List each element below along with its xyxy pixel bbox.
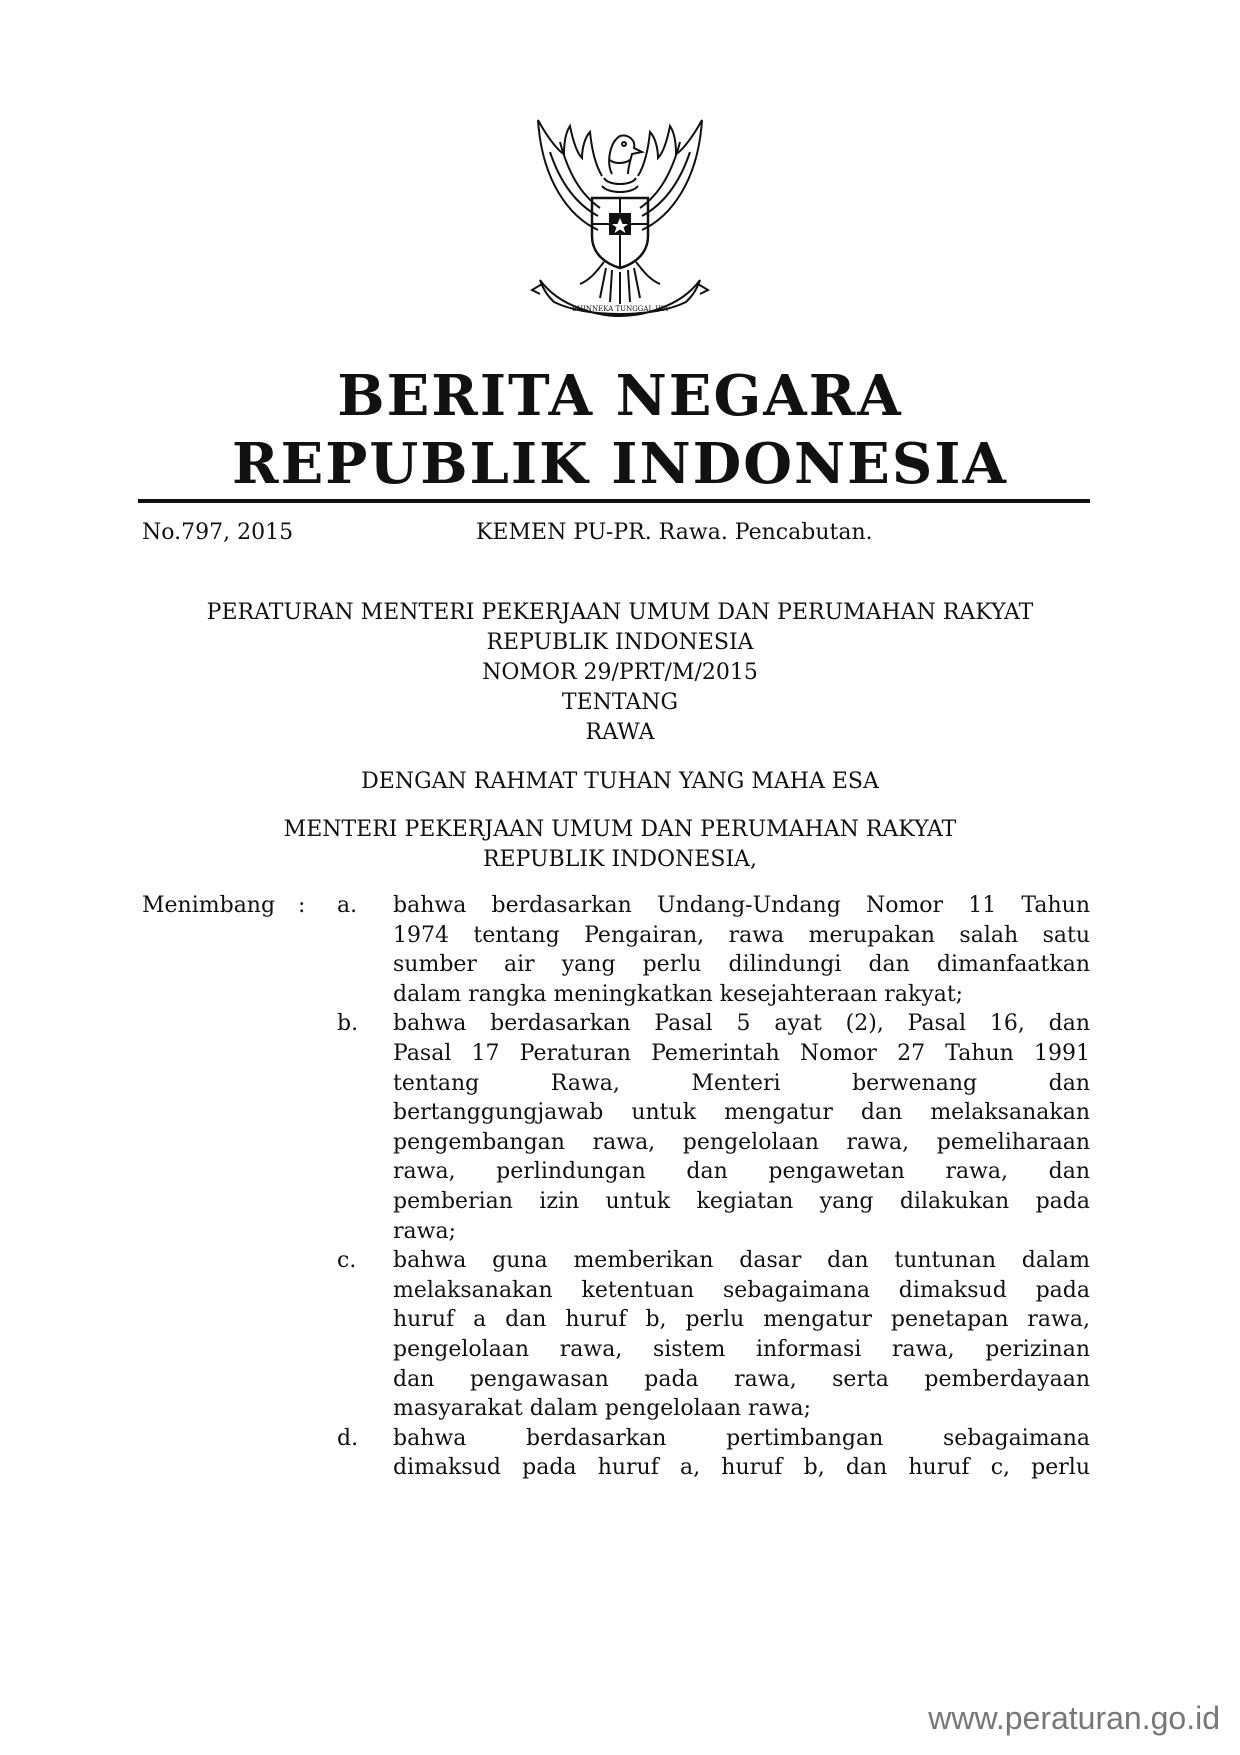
authority-line: REPUBLIK INDONESIA,: [482, 847, 758, 872]
emblem-motto: BHINNEKA TUNGGAL IKA: [571, 305, 669, 313]
item-line: bahwa berdasarkan Pasal 5 ayat (2), Pasal 16, dan: [393, 1011, 1090, 1037]
regulation-title-line: PERATURAN MENTERI PEKERJAAN UMUM DAN PERUMAHAN RAKYAT: [206, 600, 1034, 625]
considering-label: Menimbang: [142, 893, 276, 918]
considering-item-a: [142, 891, 1090, 1009]
considering-colon: :: [298, 893, 306, 918]
item-line: bahwa berdasarkan pertimbangan sebagaimana: [393, 1425, 1090, 1451]
regulation-subject: RAWA: [585, 720, 655, 745]
item-line: masyarakat dalam pengelolaan rawa;: [393, 1396, 812, 1422]
item-letter: d.: [337, 1425, 359, 1451]
masthead-divider: [138, 499, 1090, 503]
considering-item-b: [142, 1009, 1090, 1246]
item-line: dan pengawasan pada rawa, serta pemberdayaan: [393, 1366, 1090, 1392]
item-line: rawa, perlindungan dan pengawetan rawa, dan: [393, 1159, 1090, 1185]
item-line: tentang Rawa, Menteri berwenang dan: [393, 1070, 1090, 1096]
item-line: huruf a dan huruf b, perlu mengatur penetapan rawa,: [393, 1307, 1090, 1333]
considering-section: [142, 891, 1090, 1483]
item-line: bahwa berdasarkan Undang-Undang Nomor 11 Tahun: [393, 893, 1090, 918]
item-line: Pasal 17 Peraturan Pemerintah Nomor 27 Tahun 1991: [393, 1040, 1090, 1066]
item-line: bahwa guna memberikan dasar dan tuntunan dalam: [393, 1248, 1090, 1274]
considering-item-c: [142, 1246, 1090, 1424]
item-letter: b.: [337, 1011, 359, 1037]
source-url: www.peraturan.go.id: [928, 1700, 1220, 1736]
item-line: rawa;: [393, 1218, 456, 1244]
garuda-emblem-icon: [520, 112, 720, 322]
item-letter: c.: [337, 1248, 357, 1274]
masthead-line-2: REPUBLIK INDONESIA: [232, 431, 1008, 497]
regulation-title-line: REPUBLIK INDONESIA: [486, 630, 754, 655]
item-line: pengembangan rawa, pengelolaan rawa, pemeliharaan: [393, 1129, 1090, 1155]
item-line: dimaksud pada huruf a, huruf b, dan huruf c, perlu: [393, 1455, 1090, 1481]
item-line: bertanggungjawab untuk mengatur dan melaksanakan: [393, 1100, 1090, 1126]
regulation-about-label: TENTANG: [561, 690, 679, 715]
item-line: 1974 tentang Pengairan, rawa merupakan salah satu: [393, 922, 1090, 948]
gazette-topic: KEMEN PU-PR. Rawa. Pencabutan.: [476, 520, 873, 545]
item-line: pengelolaan rawa, sistem informasi rawa, perizinan: [393, 1336, 1090, 1362]
item-line: melaksanakan ketentuan sebagaimana dimaksud pada: [393, 1277, 1090, 1303]
considering-item-d: [142, 1424, 1090, 1483]
item-line: dalam rangka meningkatkan kesejahteraan rakyat;: [393, 981, 964, 1007]
regulation-number: NOMOR 29/PRT/M/2015: [482, 660, 758, 685]
item-line: pemberian izin untuk kegiatan yang dilakukan pada: [393, 1188, 1090, 1214]
item-letter: a.: [337, 893, 358, 918]
authority-line: MENTERI PEKERJAAN UMUM DAN PERUMAHAN RAKYAT: [283, 817, 957, 842]
blessing-line: DENGAN RAHMAT TUHAN YANG MAHA ESA: [361, 769, 879, 794]
item-line: sumber air yang perlu dilindungi dan dimanfaatkan: [393, 952, 1090, 978]
masthead-line-1: BERITA NEGARA: [337, 363, 903, 429]
gazette-number: No.797, 2015: [142, 520, 294, 545]
